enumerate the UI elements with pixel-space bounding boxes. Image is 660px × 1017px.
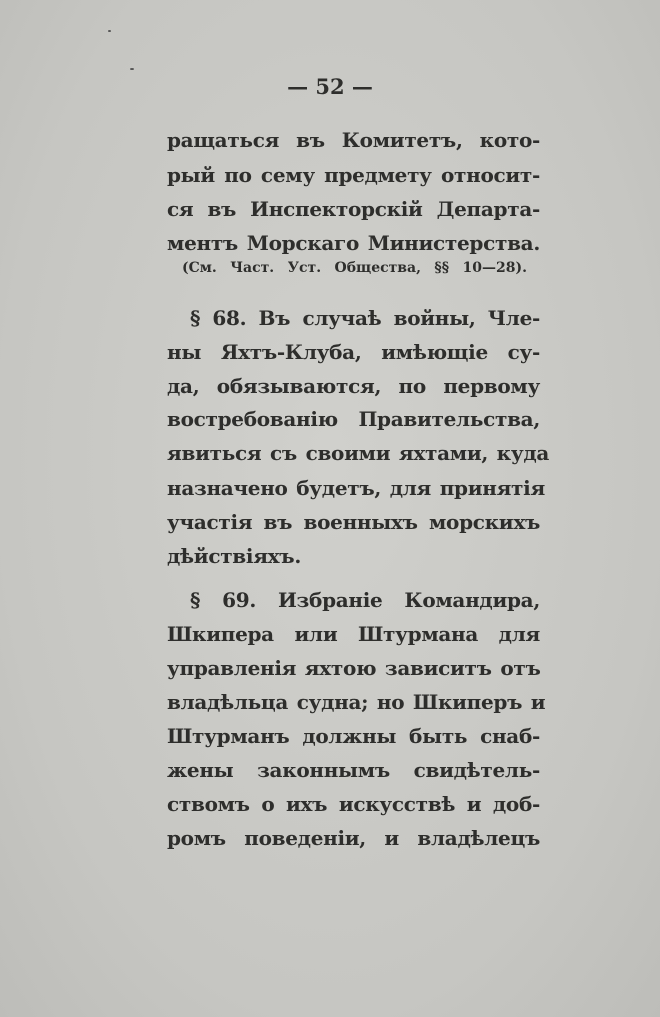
text-line: явиться съ своими яхтами, куда — [167, 441, 550, 465]
text-line: Шкипера или Штурмана для — [167, 622, 540, 646]
reference-note: (См. Част. Уст. Общества, §§ 10—28). — [182, 260, 527, 276]
text-line: жены законнымъ свидѣтель- — [167, 758, 540, 782]
text-line: участія въ военныхъ морскихъ — [167, 510, 540, 534]
text-line: Штурманъ должны быть снаб- — [167, 724, 540, 748]
scan-speck — [108, 30, 111, 32]
text-line: ращаться въ Комитетъ, кото- — [167, 128, 540, 152]
text-line: ромъ поведеніи, и владѣлецъ — [167, 826, 540, 850]
section-heading-line: § 68. Въ случаѣ войны, Чле- — [190, 306, 540, 330]
text-line: ны Яхтъ-Клуба, имѣющіе су- — [167, 340, 540, 364]
text-line: управленія яхтою зависитъ отъ — [167, 656, 541, 680]
text-line: назначено будетъ, для принятія — [167, 476, 545, 500]
text-line: ствомъ о ихъ искусствѣ и доб- — [167, 792, 540, 816]
text-line: да, обязываются, по первому — [167, 374, 540, 398]
text-line: дѣйствіяхъ. — [167, 544, 301, 568]
page-number: — 52 — — [287, 74, 373, 99]
section-heading-line: § 69. Избраніе Командира, — [190, 588, 540, 612]
text-line: ментъ Морскаго Министерства. — [167, 231, 540, 255]
scan-speck — [130, 68, 134, 70]
text-line: рый по сему предмету относит- — [167, 163, 540, 187]
text-line: востребованію Правительства, — [167, 407, 540, 431]
text-line: ся въ Инспекторскій Департа- — [167, 197, 540, 221]
text-line: владѣльца судна; но Шкиперъ и — [167, 690, 546, 714]
